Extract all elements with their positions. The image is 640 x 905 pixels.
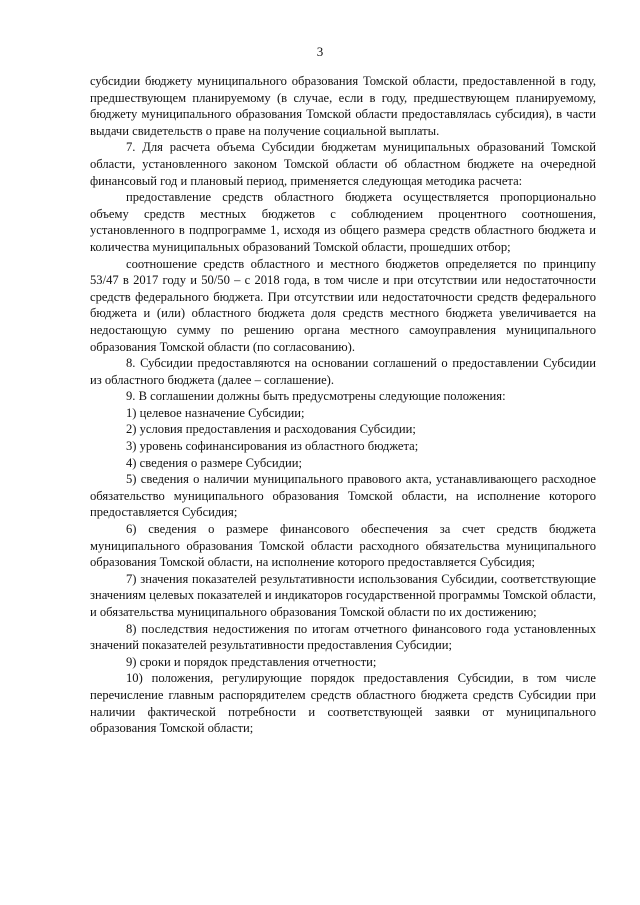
- list-item-7: 7) значения показателей результативности использования Субсидии, соответствующие значениям целевых показателей и индикаторов государственной программы Томской области, и обязательства муниципального образования Томской области по их достижению;: [90, 571, 596, 619]
- document-body: [90, 73, 596, 737]
- list-item-4: 4) сведения о размере Субсидии;: [126, 455, 303, 470]
- page-number: 3: [316, 44, 324, 59]
- paragraph-method-provision: предоставление средств областного бюджета осуществляется пропорционально объему средств местных бюджетов с соблюдением процентного соотношения, установленного в подпрограмме 1, исходя из общего размера средств областного бюджета и количества муниципальных образований Томской области, прошедших отбор;: [90, 190, 596, 254]
- paragraph-item-9: 9. В соглашении должны быть предусмотрены следующие положения:: [126, 389, 506, 404]
- list-item-2: 2) условия предоставления и расходования Субсидии;: [126, 422, 416, 437]
- list-item-8: 8) последствия недостижения по итогам отчетного финансового года установленных значений показателей результативности предоставления Субсидии;: [90, 621, 596, 653]
- list-item-6: 6) сведения о размере финансового обеспечения за счет средств бюджета муниципального образования Томской области расходного обязательства муниципального образования Томской области, на исполнение которого предоставляется Субсидия;: [90, 522, 596, 570]
- paragraph-continuation: субсидии бюджету муниципального образования Томской области, предоставленной в году, предшествующем планируемому (в случае, если в году, предшествующем планируемому, бюджету муниципального образования Томской области предоставлялась субсидия), в части выдачи свидетельств о праве на получение социальной выплаты.: [90, 74, 596, 138]
- list-item-3: 3) уровень софинансирования из областного бюджета;: [126, 439, 419, 454]
- paragraph-method-ratio: соотношение средств областного и местного бюджетов определяется по принципу 53/47 в 2017 году и 50/50 – с 2018 года, в том числе и при отсутствии или недостаточности средств федерального бюджета. При отсутствии или недостаточности средств федерального бюджета и (или) областного бюджета доля средств местного бюджета увеличивается на недостающую сумму по решению органа местного самоуправления муниципального образования Томской области (по согласованию).: [90, 256, 596, 354]
- list-item-1: 1) целевое назначение Субсидии;: [126, 405, 305, 420]
- paragraph-item-8: 8. Субсидии предоставляются на основании соглашений о предоставлении Субсидии из областного бюджета (далее – соглашение).: [90, 356, 596, 387]
- list-item-10: 10) положения, регулирующие порядок предоставления Субсидии, в том числе перечисление главным распорядителем средств областного бюджета средств Субсидии при наличии фактической потребности и соответствующей заявки от муниципального образования Томской области;: [90, 671, 596, 736]
- list-item-9: 9) сроки и порядок представления отчетности;: [126, 654, 377, 669]
- paragraph-item-7: 7. Для расчета объема Субсидии бюджетам муниципальных образований Томской области, установленного законом Томской области об областном бюджете на очередной финансовый год и плановый период, применяется следующая методика расчета:: [90, 140, 596, 188]
- list-item-5: 5) сведения о наличии муниципального правового акта, устанавливающего расходное обязательство муниципального образования Томской области, на исполнение которого предоставляется Субсидия;: [90, 472, 596, 520]
